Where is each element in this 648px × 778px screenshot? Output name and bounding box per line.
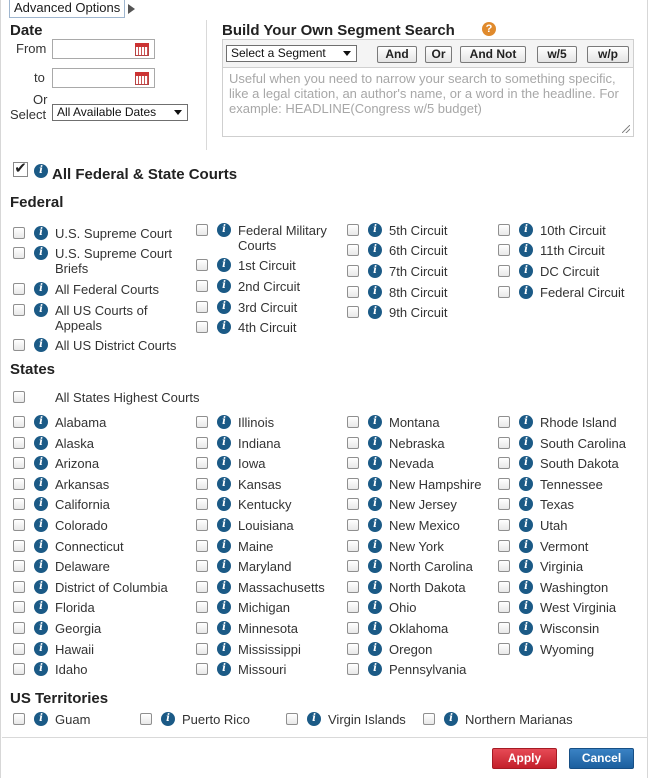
list-item-label: Massachusetts <box>238 579 325 595</box>
checkbox[interactable] <box>13 498 25 510</box>
list-item-label: Tennessee <box>540 476 603 492</box>
checkbox[interactable] <box>498 224 510 236</box>
checkbox[interactable] <box>13 622 25 634</box>
info-icon[interactable]: i <box>217 600 231 614</box>
list-item-label: Alaska <box>55 435 95 451</box>
info-icon[interactable]: i <box>34 415 48 429</box>
info-icon[interactable]: i <box>34 164 48 178</box>
and-not-button[interactable]: And Not <box>460 46 526 63</box>
checkbox[interactable] <box>498 643 510 655</box>
checkbox[interactable] <box>347 663 359 675</box>
info-icon[interactable]: i <box>217 300 231 314</box>
checkbox[interactable] <box>13 581 25 593</box>
section-divider <box>206 20 207 150</box>
info-icon[interactable]: i <box>217 580 231 594</box>
info-icon[interactable]: i <box>519 559 533 573</box>
list-item-label: New Jersey <box>389 497 457 513</box>
info-icon[interactable]: i <box>34 539 48 553</box>
info-icon[interactable]: i <box>217 621 231 635</box>
checkbox[interactable] <box>498 498 510 510</box>
list-item-label: District of Columbia <box>55 579 168 595</box>
info-icon[interactable]: i <box>519 642 533 656</box>
segment-select[interactable] <box>226 45 357 62</box>
checkbox[interactable] <box>347 643 359 655</box>
checkbox[interactable] <box>498 286 510 298</box>
info-icon[interactable]: i <box>34 456 48 470</box>
checkbox[interactable] <box>347 560 359 572</box>
list-item-label: Colorado <box>55 518 108 533</box>
checkbox[interactable] <box>498 622 510 634</box>
info-icon[interactable]: i <box>519 243 533 257</box>
and-button[interactable]: And <box>377 46 417 63</box>
checkbox[interactable] <box>13 643 25 655</box>
list-item-label: 6th Circuit <box>389 243 448 258</box>
info-icon[interactable]: i <box>217 477 231 491</box>
info-icon[interactable]: i <box>34 621 48 635</box>
checkbox[interactable] <box>347 498 359 510</box>
checkbox[interactable] <box>347 286 359 298</box>
checkbox[interactable] <box>347 519 359 531</box>
list-item-label: U.S. Supreme Court <box>55 226 173 241</box>
list-item-label: Oklahoma <box>389 621 449 636</box>
checkbox[interactable] <box>498 437 510 449</box>
list-item-label: Arizona <box>55 456 100 472</box>
checkbox[interactable] <box>196 224 208 236</box>
info-icon[interactable]: i <box>368 559 382 573</box>
checkbox[interactable] <box>196 498 208 510</box>
checkbox[interactable] <box>13 457 25 469</box>
checkbox[interactable] <box>13 391 25 403</box>
info-icon[interactable]: i <box>217 662 231 676</box>
info-icon[interactable]: i <box>368 662 382 676</box>
info-icon[interactable]: i <box>34 338 48 352</box>
checkbox[interactable] <box>423 713 435 725</box>
info-icon[interactable]: i <box>34 246 48 260</box>
list-item-label: Delaware <box>55 559 110 575</box>
list-item-label: Federal Military Courts <box>238 223 327 253</box>
checkbox[interactable] <box>13 416 25 428</box>
list-item-label: All Federal Courts <box>55 282 160 297</box>
list-item-label: Illinois <box>238 415 275 430</box>
checkbox[interactable] <box>347 265 359 277</box>
list-item-label: Northern Marianas <box>465 712 573 727</box>
checkbox[interactable] <box>13 519 25 531</box>
date-range-value: All Available Dates <box>57 105 157 119</box>
resize-grip-icon[interactable] <box>622 125 630 133</box>
checkbox[interactable] <box>13 713 25 725</box>
info-icon[interactable]: i <box>519 456 533 470</box>
expand-arrow-icon[interactable] <box>128 4 135 14</box>
list-item-label: Wisconsin <box>540 621 600 636</box>
list-item-label: DC Circuit <box>540 264 600 279</box>
list-item-label: 5th Circuit <box>389 223 448 238</box>
checkbox[interactable] <box>196 643 208 655</box>
list-item-label: New Mexico <box>389 518 460 533</box>
info-icon[interactable]: i <box>368 518 382 532</box>
list-item-label: South Carolina <box>540 435 626 451</box>
checkbox[interactable] <box>498 265 510 277</box>
info-icon[interactable]: i <box>368 621 382 635</box>
checkbox[interactable] <box>196 280 208 292</box>
checkbox[interactable] <box>196 416 208 428</box>
list-item-label: Hawaii <box>55 641 95 657</box>
footer-divider <box>2 737 648 738</box>
checkbox[interactable] <box>13 247 25 259</box>
list-item-label: Pennsylvania <box>389 662 467 678</box>
info-icon[interactable]: i <box>444 712 458 726</box>
cancel-button[interactable]: Cancel <box>569 748 634 769</box>
checkbox[interactable] <box>13 540 25 552</box>
list-item-label: Montana <box>389 415 440 430</box>
list-item-label: Oregon <box>389 641 433 657</box>
info-icon[interactable]: i <box>34 559 48 573</box>
checkbox[interactable] <box>13 339 25 351</box>
info-icon[interactable]: i <box>34 600 48 614</box>
date-range-select[interactable] <box>52 104 188 121</box>
list-item-label: Iowa <box>238 456 266 472</box>
checkbox[interactable] <box>196 519 208 531</box>
list-item-label: Ohio <box>389 600 417 616</box>
list-item-label: Maine <box>238 538 274 554</box>
checkbox[interactable] <box>140 713 152 725</box>
checkbox[interactable] <box>347 416 359 428</box>
info-icon[interactable]: i <box>519 497 533 511</box>
list-item-label: South Dakota <box>540 456 619 472</box>
within-paragraph-button[interactable]: w/p <box>587 46 629 63</box>
info-icon[interactable]: i <box>368 436 382 450</box>
segment-query-textarea[interactable] <box>223 67 633 136</box>
info-icon[interactable]: i <box>519 285 533 299</box>
list-item-label: California <box>55 497 110 513</box>
apply-button[interactable]: Apply <box>492 748 557 769</box>
list-item-label: New Hampshire <box>389 476 482 492</box>
segment-query-placeholder: Useful when you need to narrow your search to something specific, like a legal citation, an author's name, or a word in the headline. For example: HEADLINE(Congress w/5 budget) <box>229 71 619 116</box>
info-icon[interactable]: i <box>217 279 231 293</box>
checkbox[interactable] <box>13 227 25 239</box>
info-icon[interactable]: i <box>34 226 48 240</box>
info-icon[interactable]: i <box>368 264 382 278</box>
checkbox[interactable] <box>13 560 25 572</box>
list-item-label: Maryland <box>238 559 292 575</box>
checkbox[interactable] <box>196 301 208 313</box>
checkbox[interactable] <box>347 437 359 449</box>
info-icon[interactable]: i <box>519 436 533 450</box>
info-icon[interactable]: i <box>161 712 175 726</box>
list-item-label: All US Courts of Appeals <box>55 303 148 333</box>
checkbox[interactable] <box>498 416 510 428</box>
from-label: From <box>16 41 47 56</box>
list-item-label: Virginia <box>540 559 584 575</box>
list-item-label: 11th Circuit <box>540 243 605 258</box>
checkbox[interactable] <box>13 437 25 449</box>
info-icon[interactable]: i <box>368 539 382 553</box>
info-icon[interactable]: i <box>519 415 533 429</box>
info-icon[interactable]: i <box>368 415 382 429</box>
chevron-down-icon <box>174 110 182 115</box>
all-courts-label: All Federal & State Courts <box>52 166 238 183</box>
checkbox[interactable] <box>498 478 510 490</box>
info-icon[interactable]: i <box>519 539 533 553</box>
checkbox[interactable] <box>498 244 510 256</box>
info-icon[interactable]: i <box>217 456 231 470</box>
checkbox[interactable] <box>347 457 359 469</box>
info-icon[interactable]: i <box>217 320 231 334</box>
to-date-input[interactable] <box>52 68 155 88</box>
list-item-label: Alabama <box>55 415 107 430</box>
info-icon[interactable]: i <box>519 264 533 278</box>
checkbox[interactable] <box>498 601 510 613</box>
list-item-label: Federal Circuit <box>540 285 625 300</box>
list-item-label: Indiana <box>238 435 281 451</box>
checkbox[interactable] <box>13 283 25 295</box>
list-item-label: Wyoming <box>540 641 595 657</box>
info-icon[interactable]: i <box>217 223 231 237</box>
info-icon[interactable]: i <box>217 436 231 450</box>
checkbox[interactable] <box>196 581 208 593</box>
info-icon[interactable]: i <box>368 456 382 470</box>
calendar-icon[interactable] <box>135 72 149 85</box>
list-item-label: Nebraska <box>389 435 445 451</box>
checkbox[interactable] <box>196 478 208 490</box>
select-label: Select <box>10 107 47 122</box>
info-icon[interactable]: i <box>217 518 231 532</box>
info-icon[interactable]: i <box>519 518 533 532</box>
list-item-label: 1st Circuit <box>238 258 296 273</box>
info-icon[interactable]: i <box>519 621 533 635</box>
list-item-label: Idaho <box>55 662 88 678</box>
info-icon[interactable]: i <box>217 642 231 656</box>
list-item-label: Puerto Rico <box>182 712 250 727</box>
segment-search-title: Build Your Own Segment Search <box>222 22 455 39</box>
checkbox[interactable] <box>196 457 208 469</box>
all-courts-checkbox[interactable]: ✔ <box>14 160 27 177</box>
list-item-label: Guam <box>55 712 91 727</box>
info-icon[interactable]: i <box>368 642 382 656</box>
info-icon[interactable]: i <box>34 477 48 491</box>
info-icon[interactable]: i <box>368 285 382 299</box>
list-item-label: North Dakota <box>389 579 466 595</box>
info-icon[interactable]: i <box>34 497 48 511</box>
checkbox[interactable] <box>13 663 25 675</box>
checkbox[interactable] <box>196 663 208 675</box>
list-item-label: West Virginia <box>540 600 617 616</box>
list-item-label: 2nd Circuit <box>238 279 301 294</box>
checkbox[interactable] <box>347 581 359 593</box>
info-icon[interactable]: i <box>34 642 48 656</box>
checkbox[interactable] <box>498 519 510 531</box>
list-item-label: 10th Circuit <box>540 223 606 238</box>
info-icon[interactable]: i <box>34 712 48 726</box>
list-item-label: Arkansas <box>55 476 110 492</box>
info-icon[interactable]: i <box>34 436 48 450</box>
list-item-label: New York <box>389 538 444 554</box>
calendar-icon[interactable] <box>135 43 149 56</box>
checkbox[interactable] <box>196 540 208 552</box>
list-item-label: Louisiana <box>238 518 294 533</box>
info-icon[interactable]: i <box>217 539 231 553</box>
list-item-label: Vermont <box>540 538 589 554</box>
checkbox[interactable] <box>13 601 25 613</box>
info-icon[interactable]: i <box>368 580 382 594</box>
list-item-label: Connecticut <box>55 538 124 554</box>
checkbox[interactable] <box>196 601 208 613</box>
info-icon[interactable]: i <box>34 518 48 532</box>
info-icon[interactable]: i <box>368 223 382 237</box>
checkbox[interactable] <box>347 306 359 318</box>
info-icon[interactable]: i <box>519 223 533 237</box>
info-icon[interactable]: i <box>34 580 48 594</box>
list-item-label: Texas <box>540 497 574 513</box>
checkbox[interactable] <box>196 560 208 572</box>
list-item-label: Mississippi <box>238 641 301 657</box>
list-item-label: 7th Circuit <box>389 264 448 279</box>
info-icon[interactable]: i <box>368 600 382 614</box>
checkbox[interactable] <box>196 622 208 634</box>
info-icon[interactable]: i <box>34 662 48 676</box>
or-label: Or <box>33 92 48 107</box>
info-icon[interactable]: i <box>217 559 231 573</box>
checkbox[interactable] <box>347 478 359 490</box>
segment-select-value: Select a Segment <box>231 46 326 60</box>
advanced-options-toggle[interactable]: Advanced Options <box>9 0 125 18</box>
checkbox[interactable] <box>347 244 359 256</box>
list-item-label: Nevada <box>389 456 434 472</box>
checkbox[interactable] <box>196 259 208 271</box>
list-item-label: Minnesota <box>238 621 298 636</box>
within-5-button[interactable]: w/5 <box>537 46 577 63</box>
list-item-label: Utah <box>540 518 568 533</box>
info-icon[interactable]: i <box>368 243 382 257</box>
checkbox[interactable] <box>347 601 359 613</box>
list-item-label: Washington <box>540 579 609 595</box>
list-item-label: U.S. Supreme Court Briefs <box>55 246 173 276</box>
list-item-label: Michigan <box>238 600 291 616</box>
list-item-label: 9th Circuit <box>389 305 448 320</box>
chevron-down-icon <box>343 51 351 56</box>
info-icon[interactable]: i <box>217 497 231 511</box>
help-icon[interactable]: ? <box>482 22 496 36</box>
info-icon[interactable]: i <box>34 303 48 317</box>
list-item-label: Florida <box>55 600 95 616</box>
list-item-label: 8th Circuit <box>389 285 448 300</box>
segment-builder <box>222 39 634 137</box>
info-icon[interactable]: i <box>519 600 533 614</box>
checkbox[interactable] <box>498 457 510 469</box>
or-button[interactable]: Or <box>425 46 452 63</box>
info-icon[interactable]: i <box>307 712 321 726</box>
checkbox[interactable] <box>13 304 25 316</box>
checkbox[interactable] <box>196 321 208 333</box>
to-label: to <box>34 70 45 85</box>
checkbox[interactable] <box>347 224 359 236</box>
all-states-highest-label: All States Highest Courts <box>55 390 200 405</box>
info-icon[interactable]: i <box>368 497 382 511</box>
list-item-label: Rhode Island <box>540 415 617 430</box>
list-item-label: Missouri <box>238 662 287 678</box>
from-date-input[interactable] <box>52 39 155 59</box>
info-icon[interactable]: i <box>217 415 231 429</box>
info-icon[interactable]: i <box>368 477 382 491</box>
date-section-title: Date <box>10 22 43 39</box>
checkbox[interactable] <box>347 540 359 552</box>
territories-section-title: US Territories <box>10 690 109 707</box>
federal-section-title: Federal <box>10 194 64 211</box>
list-item-label: Georgia <box>55 621 102 636</box>
list-item-label: All US District Courts <box>55 338 177 353</box>
list-item-label: 3rd Circuit <box>238 300 298 315</box>
list-item-label: Kentucky <box>238 497 292 513</box>
info-icon[interactable]: i <box>519 580 533 594</box>
checkbox[interactable] <box>286 713 298 725</box>
list-item-label: Virgin Islands <box>328 712 406 727</box>
list-item-label: North Carolina <box>389 559 473 575</box>
checkbox[interactable] <box>498 540 510 552</box>
list-item-label: Kansas <box>238 476 282 492</box>
info-icon[interactable]: i <box>368 305 382 319</box>
list-item-label: 4th Circuit <box>238 320 297 335</box>
info-icon[interactable]: i <box>519 477 533 491</box>
checkbox[interactable] <box>13 478 25 490</box>
info-icon[interactable]: i <box>34 282 48 296</box>
info-icon[interactable]: i <box>217 258 231 272</box>
states-section-title: States <box>10 361 56 378</box>
checkbox[interactable] <box>498 581 510 593</box>
checkbox[interactable] <box>498 560 510 572</box>
checkbox[interactable] <box>347 622 359 634</box>
checkbox[interactable] <box>196 437 208 449</box>
